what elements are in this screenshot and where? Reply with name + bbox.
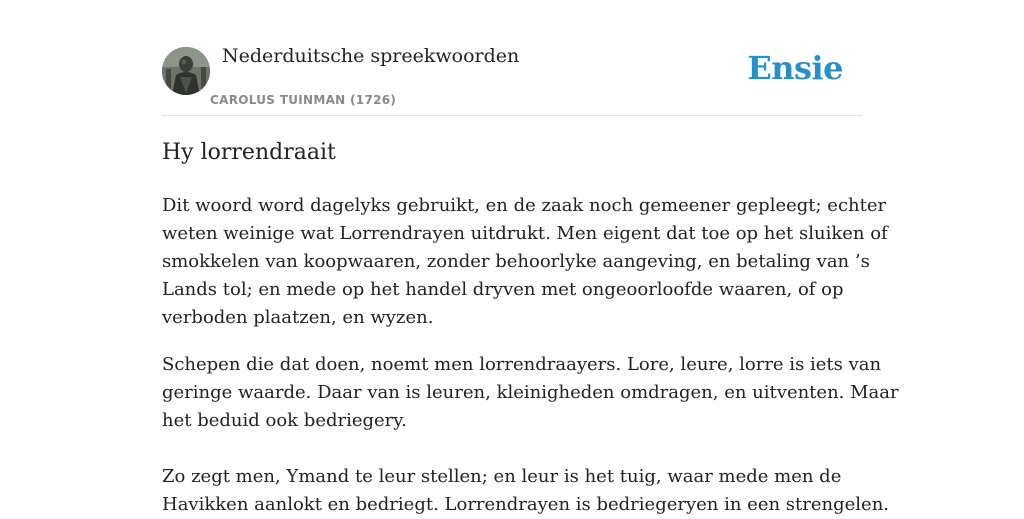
text-line: Schepen die dat doen, noemt men lorrendraayers. Lore, leure, lorre is iets van <box>162 354 882 375</box>
ensie-logo[interactable]: Ensie <box>747 49 843 87</box>
text-line: verboden plaatzen, en wyzen. <box>162 307 434 328</box>
page-title: Hy lorrendraait <box>162 140 336 165</box>
text-line: weten weinige wat Lorrendrayen uitdrukt. Men eigent dat toe op het sluiken of <box>162 223 888 244</box>
text-line: Havikken aanlokt en bedriegt. Lorrendrayen is bedriegeryen in een strengelen. <box>162 494 890 515</box>
text-line: Zo zegt men, Ymand te leur stellen; en leur is het tuig, waar mede men de <box>162 466 842 487</box>
text-line: Dit woord word dagelyks gebruikt, en de zaak noch gemeener gepleegt; echter <box>162 195 887 216</box>
page <box>162 0 899 515</box>
header <box>162 0 862 116</box>
paragraph <box>162 463 890 519</box>
paragraph <box>162 351 899 435</box>
portrait-statue-icon <box>162 47 210 95</box>
text-line: smokkelen van koopwaaren, zonder behoorlyke aangeving, en betaling van ’s <box>162 251 870 272</box>
paragraph <box>162 192 888 332</box>
author-name[interactable]: CAROLUS TUINMAN (1726) <box>210 93 397 107</box>
book-title[interactable]: Nederduitsche spreekwoorden <box>222 45 520 67</box>
text-line: geringe waarde. Daar van is leuren, kleinigheden omdragen, en uitventen. Maar <box>162 382 899 403</box>
text-line: Lands tol; en mede op het handel dryven met ongeoorloofde waaren, of op <box>162 279 844 300</box>
text-line: het beduid ook bedriegery. <box>162 410 407 431</box>
avatar[interactable] <box>162 47 210 95</box>
